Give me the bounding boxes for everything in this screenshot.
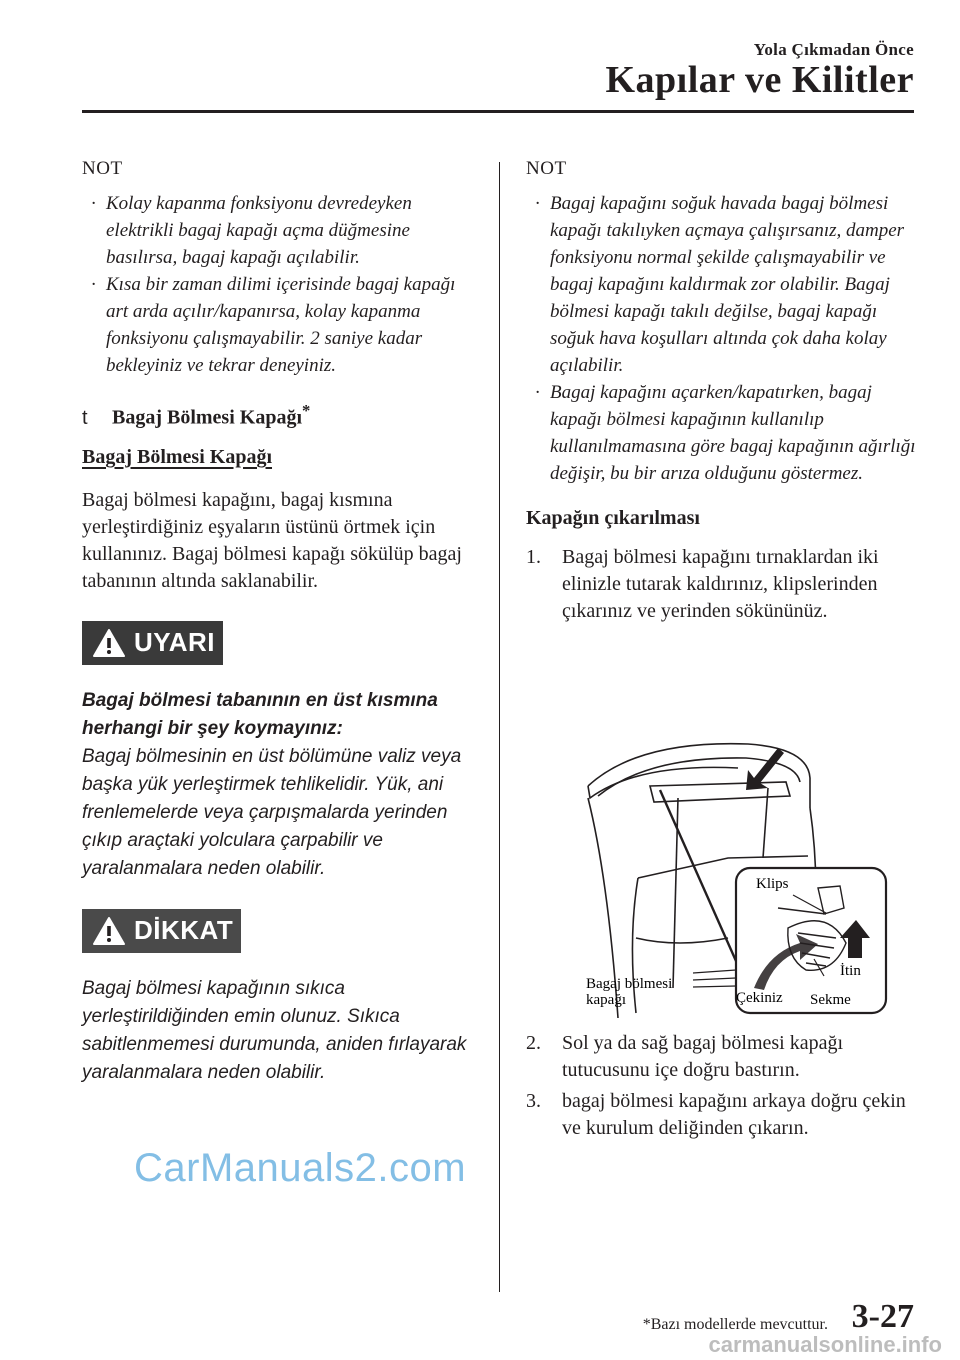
description-paragraph: Bagaj bölmesi kapağını, bagaj kısmına yerleştirdiğiniz eşyaların üstünü örtmek için kullanınız. Bagaj bölmesi kapağı sökülüp bagaj tabanının altında saklanabilir.	[82, 488, 462, 592]
figure-label-cover-2: kapağı	[586, 992, 626, 1008]
left-column	[82, 158, 467, 1087]
note-item: · Bagaj kapağını soğuk havada bagaj bölmesi kapağı takılıyken açmaya çalışırsanız, damper fonksiyonu normal şekilde çalışmayabilir ve bagaj kapağını kaldırmak zor olabilir. Bagaj bölmesi kapağı takılı değilse, bagaj kapağı soğuk hava koşulları altında çok daha kolay açılabilir.	[535, 193, 905, 376]
figure-label-sekme: Sekme	[810, 992, 851, 1008]
figure-label-cover: Bagaj bölmesi	[586, 976, 673, 992]
watermark-primary: CarManuals2.com	[134, 1146, 467, 1190]
push-arrow-icon	[746, 748, 784, 790]
availability-asterisk: *	[302, 401, 311, 420]
watermark-secondary: carmanualsonline.info	[708, 1332, 942, 1357]
step-item: 1. Bagaj bölmesi kapağını tırnaklardan iki elinizle tutarak kaldırınız, klipslerinden çıkarınız ve yerinden sökününüz.	[526, 546, 879, 622]
header-rule	[82, 110, 914, 113]
warning-badge	[82, 621, 223, 665]
caution-block	[82, 909, 467, 953]
chapter-subtitle: Yola Çıkmadan Önce	[753, 40, 914, 59]
removal-heading: Kapağın çıkarılması	[526, 507, 700, 529]
cargo-cover-illustration	[578, 738, 893, 1023]
warning-text: Bagaj bölmesi tabanının en üst kısmına herhangi bir şey koymayınız: Bagaj bölmesinin en üst bölümüne valiz veya başka yük yerleştirmek tehlikelidir. Yük, ani frenlemelerde veya çarpışmalarda yerinden çıkıp araçtaki yolculara çarpabilir ve yaralanmalara neden olabilir.	[82, 689, 462, 879]
warning-label: UYARI	[134, 627, 216, 658]
right-column	[526, 158, 921, 629]
warning-block	[82, 621, 467, 665]
note-heading: NOT	[526, 158, 567, 179]
section-heading: t Bagaj Bölmesi Kapağı*	[82, 401, 311, 429]
caution-text: Bagaj bölmesi kapağının sıkıca yerleştirildiğinden emin olunuz. Sıkıca sabitlenmemesi durumunda, aniden fırlayarak yaralanmalara neden olabilir.	[82, 977, 467, 1083]
caution-badge	[82, 909, 241, 953]
step-item: 3. bagaj bölmesi kapağını arkaya doğru çekin ve kurulum deliğinden çıkarın.	[526, 1090, 906, 1139]
right-column-steps	[526, 1030, 921, 1146]
figure-label-itin: İtin	[840, 963, 861, 979]
note-heading: NOT	[82, 158, 123, 179]
page-number: 3-27	[851, 1298, 914, 1335]
subsection-heading: Bagaj Bölmesi Kapağı	[82, 445, 273, 468]
warning-triangle-icon	[92, 628, 126, 658]
cover-leader-line	[693, 970, 736, 973]
section-marker-icon: t	[82, 406, 88, 429]
caution-label: DİKKAT	[134, 915, 234, 946]
note-item: · Bagaj kapağını açarken/kapatırken, bagaj kapağı bölmesi kapağının kullanılıp kullanılmamasına göre bagaj kapağının ağırlığı değişir, bu bir arıza olduğunu göstermez.	[535, 382, 916, 484]
column-divider	[499, 162, 500, 1292]
step-item: 2. Sol ya da sağ bagaj bölmesi kapağı tutucusunu içe doğru bastırın.	[526, 1032, 844, 1081]
note-item: · Kolay kapanma fonksiyonu devredeyken elektrikli bagaj kapağı açma düğmesine basılırsa, bagaj kapağı açılabilir.	[91, 193, 412, 268]
chapter-title: Kapılar ve Kilitler	[605, 59, 914, 101]
footnote: *Bazı modellerde mevcuttur.	[642, 1316, 828, 1333]
figure-label-klips: Klips	[756, 876, 789, 892]
caution-triangle-icon	[92, 916, 126, 946]
note-item: · Kısa bir zaman dilimi içerisinde bagaj kapağı art arda açılır/kapanırsa, kolay kapanma fonksiyonu çalışmayabilir. 2 saniye kadar bekleyiniz ve tekrar deneyiniz.	[91, 274, 456, 376]
figure-label-cekiniz: Çekiniz	[736, 990, 783, 1006]
